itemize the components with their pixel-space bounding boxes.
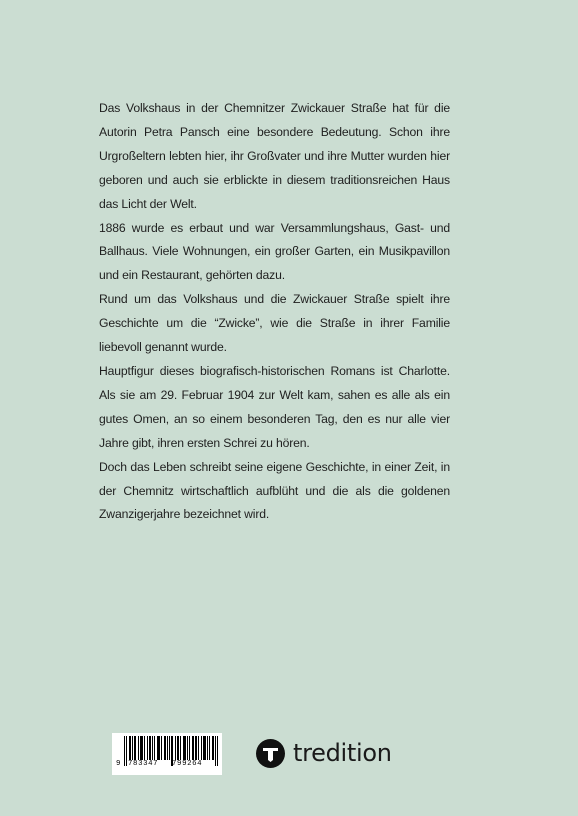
publisher-logo [256,737,392,769]
blurb-paragraph-2: 1886 wurde es erbaut und war Versammlungshaus, Gast- und Ballhaus. Viele Wohnungen, ein großer Garten, ein Musikpavillon und ein Restaurant, gehörten dazu. [99,220,450,283]
isbn-barcode [112,733,222,775]
blurb-paragraph-4: Hauptfigur dieses biografisch-historischen Romans ist Charlotte. Als sie am 29. Februar 1904 zur Welt kam, sahen es alle als ein gutes Omen, an so einem besonderen Tag, den es nur alle vier Jahre gibt, ihren ersten Schrei zu hören. [99,363,450,450]
blurb-paragraph-3: Rund um das Volkshaus und die Zwickauer Straße spielt ihre Geschichte um die “Zwicke”, wie die Straße in ihrer Familie liebevoll genannt wurde. [99,292,450,355]
blurb-paragraph-5: Doch das Leben schreibt seine eigene Geschichte, in einer Zeit, in der Chemnitz wirtschaftlich aufblüht und die als die goldenen Zwanzigerjahre bezeichnet wird. [99,459,450,522]
cover-footer [0,728,578,778]
publisher-name: tredition [293,738,392,767]
barcode-group-left: 783347 [128,760,159,768]
blurb-paragraph-1: Das Volkshaus in der Chemnitzer Zwickauer Straße hat für die Autorin Petra Pansch eine besondere Bedeutung. Schon ihre Urgroßeltern lebten hier, ihr Großvater und ihre Mutter wurden hier geboren und auch sie erblickte in diesem traditionsreichen Haus das Licht der Welt. [99,101,450,211]
barcode-group-right: 799264 [172,760,203,768]
barcode-digit-first: 9 [116,760,121,768]
tredition-logo-icon [256,739,285,768]
back-cover-blurb [99,97,450,527]
